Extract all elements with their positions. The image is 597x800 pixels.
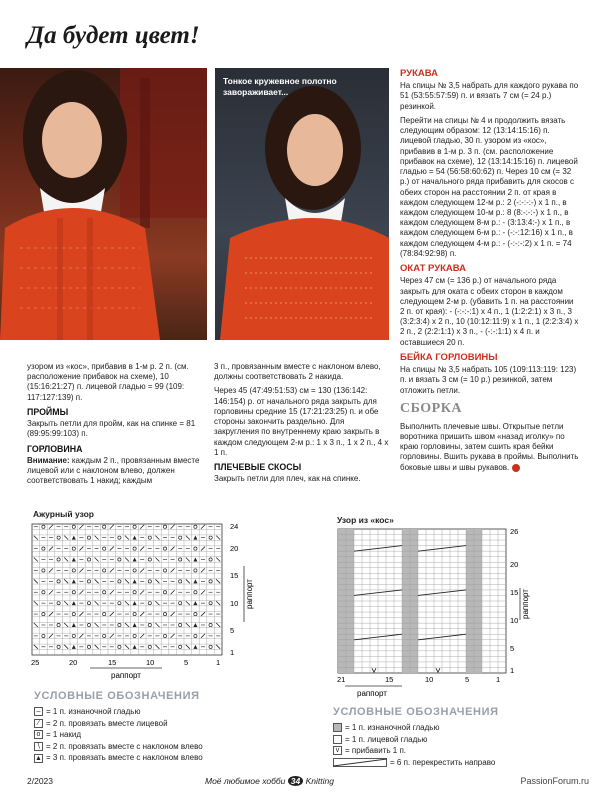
increase-icon: v xyxy=(333,746,342,755)
model-illustration-2 xyxy=(215,68,389,340)
legend1-item-1 xyxy=(34,706,203,718)
legend2-text-2: = 1 п. лицевой гладью xyxy=(345,734,428,744)
mid-text-2: Через 45 (47:49:51:53) см = 130 (136:142: 146:154) р. от начального ряда закрыть для горловины средние 15 (17:21:23:25) п. и обе стороны закончить раздельно. Для закругления по внутреннему краю закрыть в каждом следующем 2-м р.: 1 х 3 п., 1 х 2 п., 4 х 1 п. xyxy=(214,386,389,457)
legend2-item-3 xyxy=(333,745,499,757)
end-mark-icon xyxy=(512,464,520,472)
c1-col-20: 20 xyxy=(69,658,78,667)
sborka-body: Выполнить плечевые швы. Открытые петли воротника пришить швом «назад иголку» по краю горловины, затем сшить края бейки горловины. Вшить рукава в проймы. Выполнить боковые швы и швы рукавов. xyxy=(400,421,579,472)
beika-text: На спицы № 3,5 набрать 105 (109:113:119: 123) п. и вязать 3 см (= 10 р.) резинкой, затем отложить петли. xyxy=(400,365,577,395)
legend2-item-2 xyxy=(333,734,499,746)
chart2-title: Узор из «кос» xyxy=(337,515,394,525)
proimy-heading: ПРОЙМЫ xyxy=(27,406,69,417)
brand-name: Knitting xyxy=(305,776,334,786)
legend1-item-5 xyxy=(34,752,203,764)
middle-column xyxy=(214,362,390,489)
plechevye-text: Закрыть петли для плеч, как на спинке. xyxy=(214,474,361,484)
c2-row-26: 26 xyxy=(510,527,519,536)
c1-row-5: 5 xyxy=(230,626,235,635)
c2-row-20: 20 xyxy=(510,560,519,569)
plechevye-heading: ПЛЕЧЕВЫЕ СКОСЫ xyxy=(214,462,302,473)
page-number: 34 xyxy=(288,776,303,786)
purl-stitch-icon: – xyxy=(34,707,43,716)
sk2p-icon: ▲ xyxy=(35,754,42,762)
chart1-rapport-h: раппорт xyxy=(111,671,141,680)
yarn-over-icon: o xyxy=(34,730,43,739)
mid-text-1: 3 п., провязанным вместе с наклоном влево, должны соответствовать 2 накида. xyxy=(214,362,381,382)
legend1-item-3 xyxy=(34,729,203,741)
legend2-text-4: = 6 п. перекрестить направо xyxy=(390,757,496,767)
c2-col-21: 21 xyxy=(337,675,346,684)
rukava-heading: РУКАВА xyxy=(400,68,439,79)
left-text-1: узором из «кос», прибавив в 1-м р. 2 п. (см. расположение прибавок на схеме), 10 (15:16:21:27) п. лицевой гладью = 99 (109: 117:127:139) п. xyxy=(27,362,189,402)
left-column xyxy=(27,362,205,491)
sborka-heading: СБОРКА xyxy=(400,400,462,416)
rukava-text-1: На спицы № 3,5 набрать для каждого рукава по 51 (53:55:57:59) п. и вязать 7 см (= 24 р.) резинкой. xyxy=(400,81,579,111)
photo-caption: Тонкое кружевное полотно завораживает... xyxy=(223,76,337,97)
c1-col-1: 1 xyxy=(216,658,221,667)
legend2-text-3: = прибавить 1 п. xyxy=(345,746,406,756)
rukava-text-2: Перейти на спицы № 4 и продолжить вязать следующим образом: 12 (13:14:15:16) п. лицевой гладью, 30 п. узором из «кос», прибавив в 1-м р. 3 п. (см. расположение прибавок на схеме), 12 (13:14:15:16) п. лицевой гладью = 54 (56:58:60:62) п. Через 10 см (= 32 р.) от начального ряда прибавить для скосов с обеих сторон на расстоянии 2 п. от края в каждом следующем 12-м р.: 2 (-:-:-:-) х 1 п., в каждом следующем 10-м р.: 8 (8:-:-:-) х 1 п., в каждом следующем 8-м р.: - (3:13:4:-) х 1 п., в каждом следующем 6-м р.: - (-:-:12:16) х 1 п., в каждом следующем 4-м р.: - (-:-:-:2) х 1 п. = 74 (78:84:92:98) п. xyxy=(400,115,578,258)
legend2-text-1: = 1 п. изнаночной гладью xyxy=(345,722,440,732)
beika-heading: БЕЙКА ГОРЛОВИНЫ xyxy=(400,351,498,363)
c2-row-1: 1 xyxy=(510,666,515,675)
chart2-rapport-h: раппорт xyxy=(357,689,387,698)
sborka-text xyxy=(400,422,580,473)
legend1-text-1: = 1 п. изнаночной гладью xyxy=(46,706,141,716)
legend1-item-2 xyxy=(34,718,203,730)
legend1-item-4 xyxy=(34,741,203,753)
okat-text: Через 47 см (= 136 р.) от начального ряда закрыть для оката с обеих сторон в каждом следующем 2-м р. (убавить 1 п. на расстоянии 2 п. от края): - (-:-:-:1) х 4 п., 1 (1:2:2:1) х 3 п., 3 (3:2:3:4) х 2 п., 10 (10:12:11:9) х 1 п., 1 (2:2:3:4) х 2 п., 2 (2:2:1:1) х 3 п., - (-:-:1:1) х 4 п. и оставшиеся 20 п. xyxy=(400,276,579,347)
legend1-text-2: = 2 п. провязать вместе лицевой xyxy=(46,718,168,728)
legend1-heading: УСЛОВНЫЕ ОБОЗНАЧЕНИЯ xyxy=(34,690,200,702)
watermark: PassionForum.ru xyxy=(520,776,589,786)
model-photo-2 xyxy=(215,68,389,340)
c1-row-10: 10 xyxy=(230,599,239,608)
legend2-item-4 xyxy=(333,757,499,769)
model-illustration-1 xyxy=(0,68,207,340)
page-title: Да будет цвет! xyxy=(27,22,200,49)
chart1-grid xyxy=(20,518,270,688)
legend2-heading: УСЛОВНЫЕ ОБОЗНАЧЕНИЯ xyxy=(333,706,499,718)
purl-stitch-gray-icon xyxy=(333,723,342,732)
proimy-text: Закрыть петли для пройм, как на спинке = 81 (89:95:99:103) п. xyxy=(27,419,196,439)
chart1-title: Ажурный узор xyxy=(33,509,94,519)
ssk-icon: ∖ xyxy=(34,742,43,751)
magazine-name: Моё любимое хобби xyxy=(205,776,286,786)
gorlovina-body: каждым 2 п., провязанным вместе лицевой или с наклоном влево, должен соответствовать 1 накид; каждым xyxy=(27,455,200,486)
c1-col-15: 15 xyxy=(108,658,117,667)
chart2-rapport-v: раппорт xyxy=(521,589,530,619)
attention-label: Внимание: xyxy=(27,455,70,465)
legend1-text-4: = 2 п. провязать вместе с наклоном влево xyxy=(46,741,203,751)
knit-stitch-icon xyxy=(333,735,342,744)
gorlovina-heading: ГОРЛОВИНА xyxy=(27,443,83,454)
right-column xyxy=(400,68,580,477)
c2-col-15: 15 xyxy=(385,675,394,684)
c2-col-1: 1 xyxy=(496,675,501,684)
cable-cross-right-icon xyxy=(333,758,387,767)
issue-number: 2/2023 xyxy=(27,776,53,786)
legend2 xyxy=(333,705,499,768)
chart2-grid xyxy=(330,524,555,704)
gorlovina-text xyxy=(27,456,205,487)
c1-row-1: 1 xyxy=(230,648,235,657)
c2-row-10: 10 xyxy=(510,616,519,625)
k2tog-icon: ⁄ xyxy=(34,719,43,728)
c2-col-10: 10 xyxy=(425,675,434,684)
c2-row-15: 15 xyxy=(510,588,519,597)
okat-heading: ОКАТ РУКАВА xyxy=(400,263,467,275)
model-photo-1 xyxy=(0,68,207,340)
magazine-footer xyxy=(205,776,334,786)
c1-col-5: 5 xyxy=(184,658,189,667)
c1-row-20: 20 xyxy=(230,544,239,553)
legend1-text-5: = 3 п. провязать вместе с наклоном влево xyxy=(46,753,203,763)
c1-row-24: 24 xyxy=(230,522,239,531)
c1-col-10: 10 xyxy=(146,658,155,667)
chart1-rapport-v: раппорт xyxy=(245,579,254,609)
c2-row-5: 5 xyxy=(510,644,515,653)
legend2-item-1 xyxy=(333,722,499,734)
c2-col-5: 5 xyxy=(465,675,470,684)
legend1 xyxy=(34,689,203,764)
c1-row-15: 15 xyxy=(230,571,239,580)
c1-col-25: 25 xyxy=(31,658,40,667)
legend1-text-3: = 1 накид xyxy=(46,730,82,740)
